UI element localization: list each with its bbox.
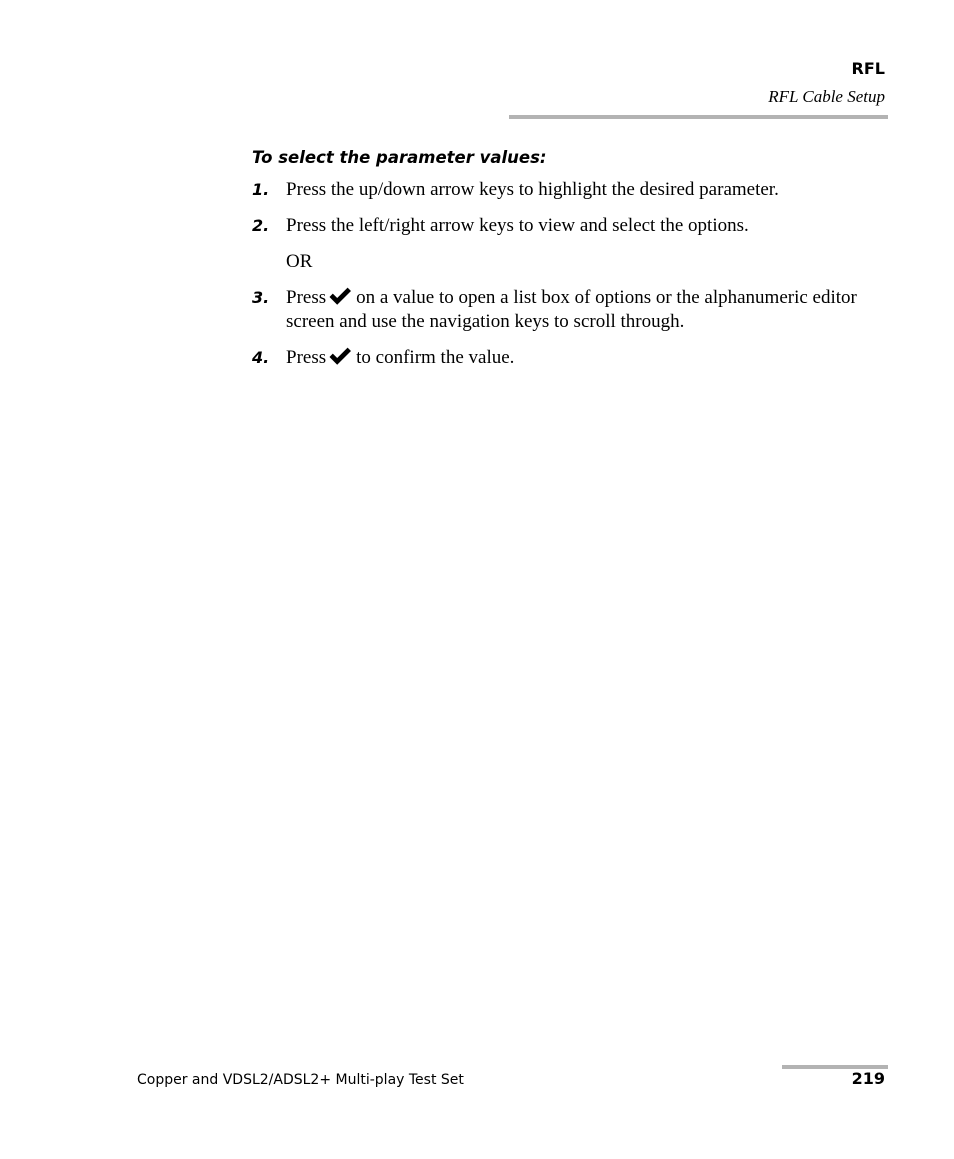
- step-text: [286, 286, 886, 334]
- checkmark-icon: [328, 346, 352, 366]
- or-separator: OR: [286, 251, 313, 272]
- step-text-prefix: Press: [286, 287, 327, 308]
- step-text: Press the up/down arrow keys to highlight the desired parameter.: [286, 179, 779, 200]
- step-number: 4.: [252, 348, 270, 367]
- footer-page-number: 219: [851, 1069, 885, 1088]
- checkmark-icon: [328, 286, 352, 306]
- header-section-title: RFL Cable Setup: [768, 87, 885, 106]
- step-number: 2.: [252, 216, 270, 235]
- step-text-suffix: on a value to open a list box of options or the alphanumeric editor screen and use the navigation keys to scroll through.: [286, 287, 857, 332]
- procedure-title: To select the parameter values:: [252, 148, 547, 167]
- header-divider: [509, 115, 888, 119]
- step-text: [286, 346, 886, 370]
- step-text-suffix: to confirm the value.: [356, 347, 515, 368]
- footer-document-title: Copper and VDSL2/ADSL2+ Multi-play Test Set: [137, 1072, 464, 1088]
- step-number: 3.: [252, 288, 270, 307]
- header-chapter-title: RFL: [851, 59, 885, 78]
- step-text-prefix: Press: [286, 347, 327, 368]
- step-number: 1.: [252, 180, 270, 199]
- step-text: Press the left/right arrow keys to view and select the options.: [286, 215, 749, 236]
